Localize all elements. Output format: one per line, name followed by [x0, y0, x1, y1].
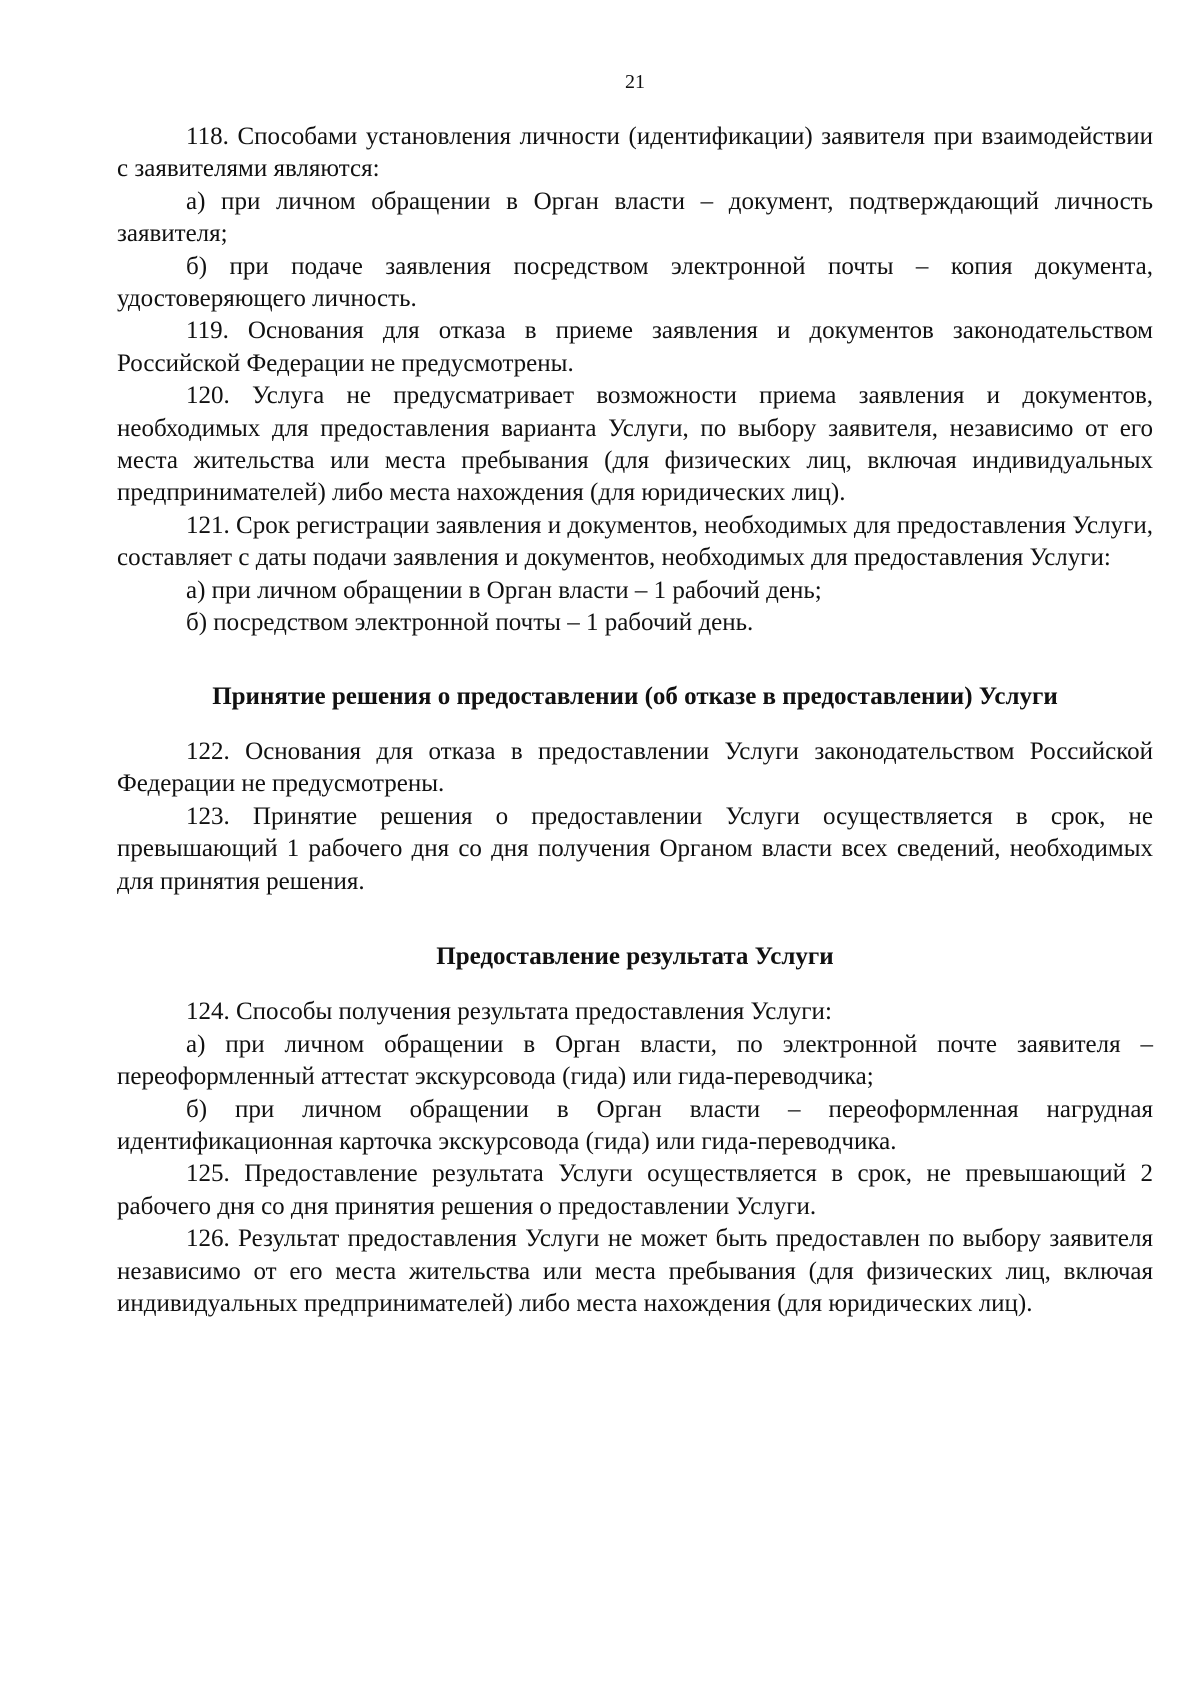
section-heading-result: Предоставление результата Услуги: [436, 942, 834, 970]
paragraph-123: 123. Принятие решения о предоставлении Услуги осуществляется в срок, не превышающий 1 рабочего дня со дня получения Органом власти всех сведений, необходимых для принятия решения.: [117, 802, 1153, 895]
paragraph-124: 124. Способы получения результата предоставления Услуги:: [186, 998, 832, 1026]
paragraph-121-a: а) при личном обращении в Орган власти – 1 рабочий день;: [186, 576, 822, 604]
paragraph-124-a: а) при личном обращении в Орган власти, по электронной почте заявителя – переоформленный аттестат экскурсовода (гида) или гида-переводчика;: [117, 1030, 1153, 1091]
page-number: 21: [625, 71, 645, 93]
paragraph-122: 122. Основания для отказа в предоставлении Услуги законодательством Российской Федерации не предусмотрены.: [117, 737, 1153, 798]
paragraph-125: 125. Предоставление результата Услуги осуществляется в срок, не превышающий 2 рабочего дня со дня принятия решения о предоставлении Услуги.: [117, 1160, 1153, 1220]
paragraph-118: 118. Способами установления личности (идентификации) заявителя при взаимодействии с заявителями являются:: [117, 123, 1153, 183]
paragraph-119: 119. Основания для отказа в приеме заявления и документов законодательством Российской Федерации не предусмотрены.: [117, 317, 1153, 377]
paragraph-124-b: б) при личном обращении в Орган власти – переоформленная нагрудная идентификационная карточка экскурсовода (гида) или гида-переводчика.: [117, 1095, 1153, 1155]
paragraph-121: 121. Срок регистрации заявления и документов, необходимых для предоставления Услуги, составляет с даты подачи заявления и документов, необходимых для предоставления Услуги:: [117, 511, 1153, 572]
section-heading-decision: Принятие решения о предоставлении (об отказе в предоставлении) Услуги: [212, 682, 1058, 710]
paragraph-120: 120. Услуга не предусматривает возможности приема заявления и документов, необходимых для предоставления варианта Услуги, по выбору заявителя, независимо от его места жительства или места пребывания (для физических лиц, включая индивидуальных предпринимателей) либо места нахождения (для юридических лиц).: [117, 382, 1153, 507]
document-body: [117, 121, 1153, 1320]
paragraph-118-b: б) при подаче заявления посредством электронной почты – копия документа, удостоверяющего личность.: [117, 252, 1153, 313]
paragraph-121-b: б) посредством электронной почты – 1 рабочий день.: [186, 609, 754, 637]
paragraph-126: 126. Результат предоставления Услуги не может быть предоставлен по выбору заявителя независимо от его места жительства или места пребывания (для физических лиц, включая индивидуальных предпринимателей) либо места нахождения (для юридических лиц).: [117, 1225, 1153, 1317]
paragraph-118-a: а) при личном обращении в Орган власти – документ, подтверждающий личность заявителя;: [117, 187, 1153, 248]
